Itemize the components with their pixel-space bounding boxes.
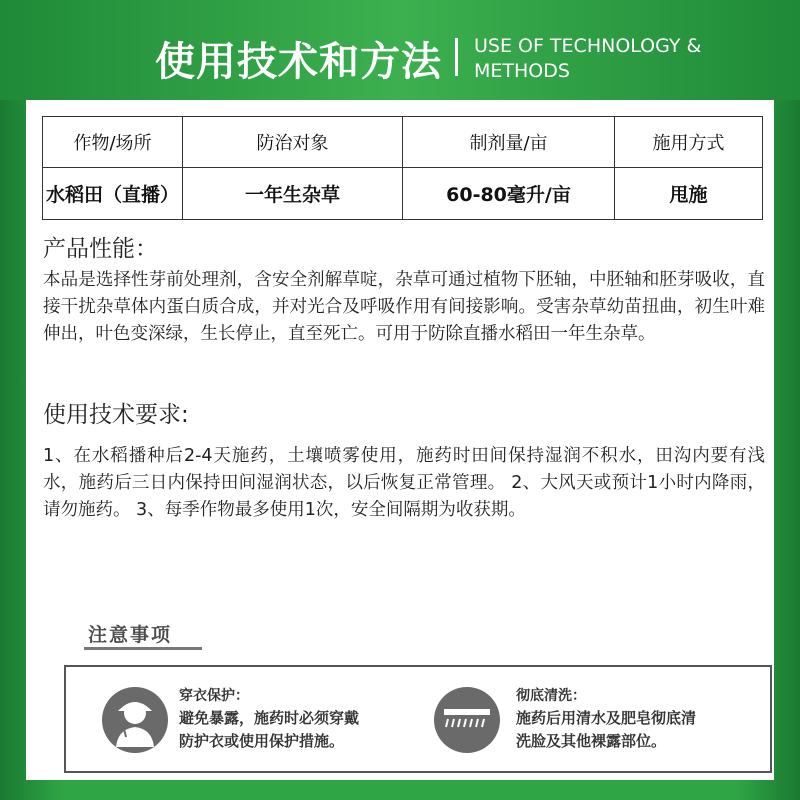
requirements-heading: 使用技术要求: (43, 402, 189, 428)
washing-icon (434, 687, 500, 753)
notice-item-text (179, 707, 359, 753)
table-cell: 水稻田（直播） (43, 167, 183, 219)
notice-item-line: 施药后用清水及肥皂彻底清 (516, 709, 697, 727)
table-header-cell: 制剂量/亩 (403, 117, 615, 168)
header-banner (0, 0, 800, 100)
performance-heading: 产品性能： (43, 236, 158, 262)
table-header-cell: 施用方式 (615, 117, 763, 168)
notice-item-line: 防护衣或使用保护措施。 (179, 732, 345, 750)
notice-item-line: 洗脸及其他裸露部位。 (516, 732, 667, 750)
table-cell: 60-80毫升/亩 (403, 167, 615, 219)
table-cell: 一年生杂草 (183, 167, 403, 219)
page-title: 使用技术和方法 (155, 39, 442, 85)
performance-text: 本品是选择性芽前处理剂，含安全剂解草啶，杂草可通过植物下胚轴，中胚轴和胚芽吸收，直接干扰杂草体内蛋白质合成，并对光合及呼吸作用有间接影响。受害杂草幼苗扭曲，初生叶难伸出，叶色变深绿，生长停止，直至死亡。可用于防除直播水稻田一年生杂草。 (43, 270, 765, 344)
notice-title-underline (84, 647, 202, 650)
table-header-row (43, 117, 763, 168)
notice-item-heading: 穿衣保护： (179, 688, 249, 704)
table-header-cell: 防治对象 (183, 117, 403, 168)
content-panel (26, 100, 774, 780)
notice-item-text (516, 707, 696, 753)
notice-item-line: 避免暴露，施药时必须穿戴 (179, 709, 360, 727)
header-divider (455, 38, 458, 76)
header-english-line-2: METHODS (474, 60, 570, 82)
header-english-line-1: USE OF TECHNOLOGY & (474, 35, 702, 57)
usage-table (42, 116, 763, 220)
protective-clothing-icon (102, 687, 168, 753)
notice-item-heading: 彻底清洗： (516, 688, 586, 704)
notice-title: 注意事项 (88, 624, 173, 646)
table-header-cell: 作物/场所 (43, 117, 183, 168)
table-cell: 甩施 (615, 167, 763, 219)
requirements-text: 1、在水稻播种后2-4天施药，土壤喷雾使用，施药时田间保持湿润不积水，田沟内要有浅水，施药后三日内保持田间湿润状态，以后恢复正常管理。 2、大风天或预计1小时内降雨，请勿施药。 3、每季作物最多使用1次，安全间隔期为收获期。 (43, 446, 765, 520)
header-english-title (474, 34, 701, 84)
notice-box (64, 665, 772, 773)
table-row (43, 167, 763, 219)
